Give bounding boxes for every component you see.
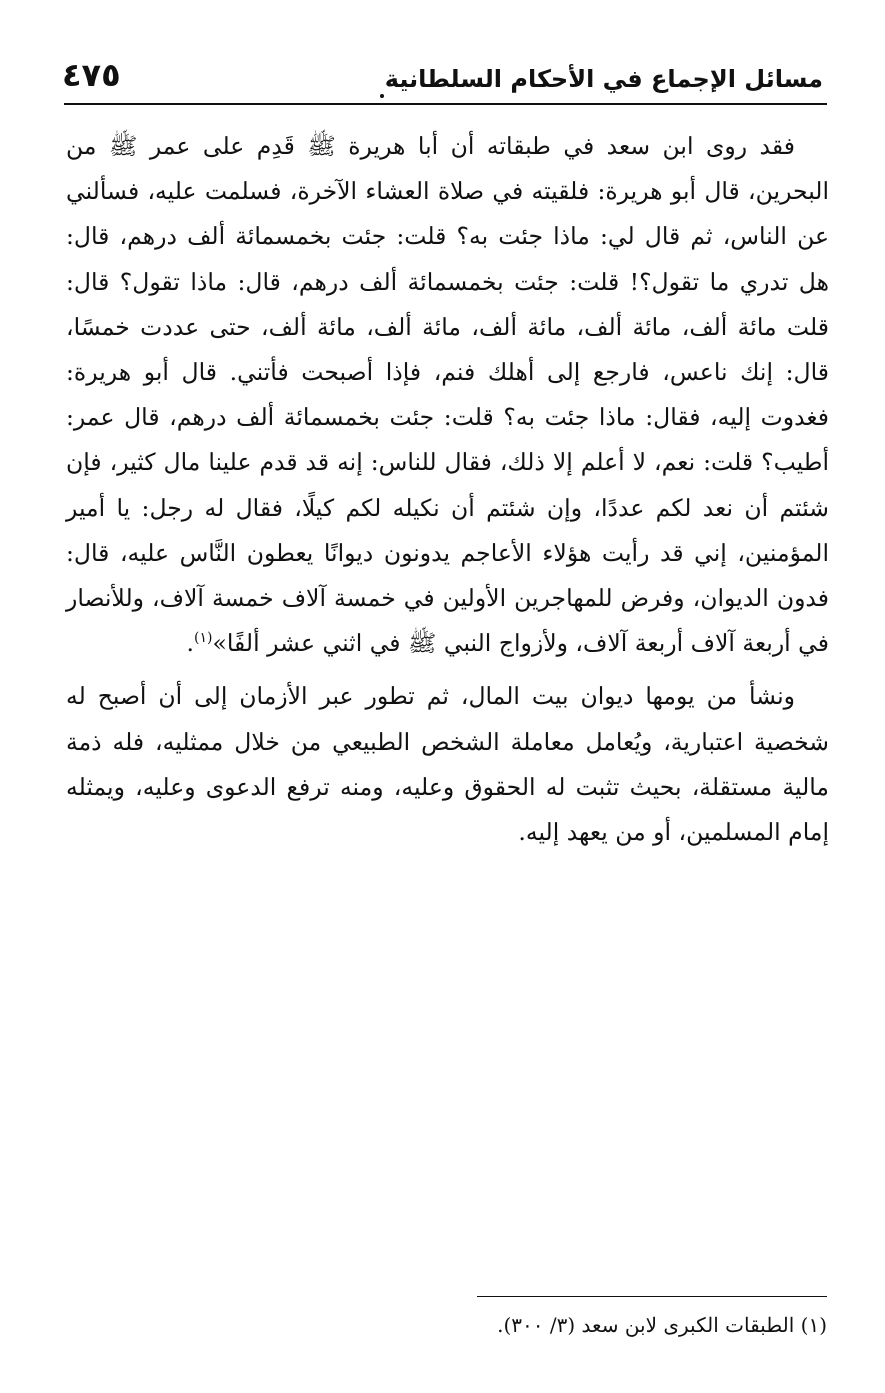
- footnote: (١) الطبقات الكبرى لابن سعد (٣/ ٣٠٠).: [497, 1313, 827, 1337]
- paragraph: [66, 124, 829, 666]
- paragraph-end-punctuation: .: [186, 629, 195, 658]
- header-divider: [64, 103, 827, 105]
- footnote-marker: (١): [194, 630, 213, 647]
- page-header: [62, 56, 823, 102]
- paragraph-text: فقد روى ابن سعد في طبقاته أن أبا هريرة ﷺ قَدِم على عمر ﷺ من البحرين، قال أبو هريرة: فلقيته في صلاة العشاء الآخرة، فسلمت عليه، فسألني عن الناس، ثم قال لي: ماذا جئت به؟ قلت: جئت بخمسمائة ألف درهم، قال: هل تدري ما تقول؟! قلت: جئت بخمسمائة ألف درهم، قال: ماذا تقول؟ قال: قلت مائة ألف، مائة ألف، مائة ألف، مائة ألف، مائة ألف، حتى عددت خمسًا، قال: إنك ناعس، فارجع إلى أهلك فنم، فإذا أصبحت فأتني. قال أبو هريرة: فغدوت إليه، فقال: ماذا جئت به؟ قلت: جئت بخمسمائة ألف درهم، قال عمر: أطيب؟ قلت: نعم، لا أعلم إلا ذلك، فقال للناس: إنه قد قدم علينا مال كثير، فإن شئتم أن نعد لكم عددًا، وإن شئتم أن نكيله لكم كيلًا، فقال له رجل: يا أمير المؤمنين، إني قد رأيت هؤلاء الأعاجم يدونون ديوانًا يعطون النَّاس عليه، قال: فدون الديوان، وفرض للمهاجرين الأولين في خمسة آلاف خمسة آلاف، وللأنصار في أربعة آلاف أربعة آلاف، ولأزواج النبي ﷺ في اثني عشر ألفًا»: [66, 132, 829, 658]
- header-dot-mark: [380, 94, 384, 98]
- footnote-divider: [477, 1296, 827, 1297]
- paragraph: ونشأ من يومها ديوان بيت المال، ثم تطور عبر الأزمان إلى أن أصبح له شخصية اعتبارية، ويُعامل معاملة الشخص الطبيعي من خلال ممثليه، فله ذمة مالية مستقلة، بحيث تثبت له الحقوق وعليه، ومنه ترفع الدعوى وعليه، ويمثله إمام المسلمين، أو من يعهد إليه.: [66, 682, 829, 847]
- running-title: مسائل الإجماع في الأحكام السلطانية: [384, 65, 823, 93]
- main-text: [66, 124, 829, 855]
- page-number: ٤٧٥: [62, 56, 121, 94]
